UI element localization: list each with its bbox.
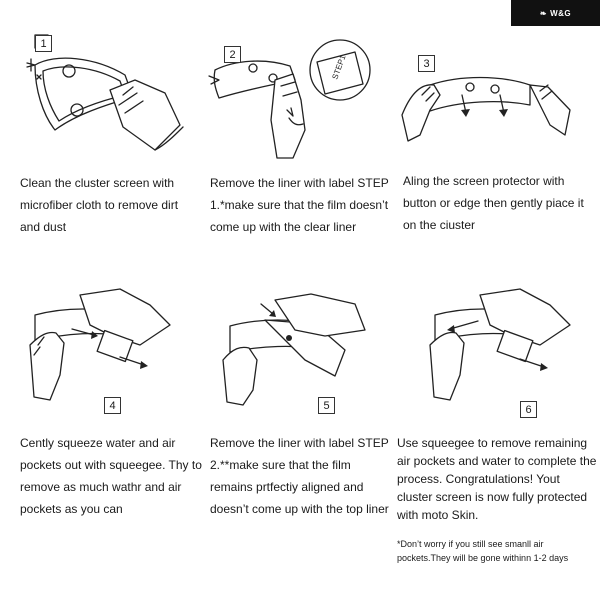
step-4-text: Cently squeeze water and air pockets out with squeegee. Thy to remove as much wathr and air pockets as you can (20, 436, 202, 516)
step-1-illustration (15, 35, 185, 160)
step-6-number: 6 (520, 401, 537, 418)
step-5-text: Remove the liner with label STEP 2.**make sure that the film remains prtfectiy aligned and doesn’t come up with the top liner (210, 436, 389, 516)
step-2-number: 2 (224, 46, 241, 63)
step-1-text: Clean the cluster screen with microfiber cloth to remove dirt and dust (20, 176, 179, 234)
brand-badge (511, 0, 600, 26)
step-6-note: *Don’t worry if you still see smanll air pockets.They will be gone withinn 1-2 days (397, 539, 569, 563)
step-3-number: 3 (418, 55, 435, 72)
brand-name: W&G (550, 8, 572, 18)
bird-logo-icon: ❧ (539, 8, 548, 18)
step-4-number: 4 (104, 397, 121, 414)
step-5-illustration (215, 290, 375, 405)
step-1-number: 1 (35, 35, 52, 52)
step-5-number: 5 (318, 397, 335, 414)
step-6-text: Use squeegee to remove remaining air pockets and water to complete the process. Congratulations! Yout cluster screen is now fully protected with moto Skin. (397, 436, 597, 522)
step-2-label: STEP1 (330, 53, 348, 81)
step-2-text: Remove the liner with label STEP 1.*make sure that the film doesn’t come up with the clear liner (210, 176, 389, 234)
step-6-illustration (420, 285, 580, 405)
step-3-text: Aling the screen protector with button or edge then gently piace it on the ciuster (403, 174, 584, 232)
step-4-illustration (20, 285, 180, 405)
